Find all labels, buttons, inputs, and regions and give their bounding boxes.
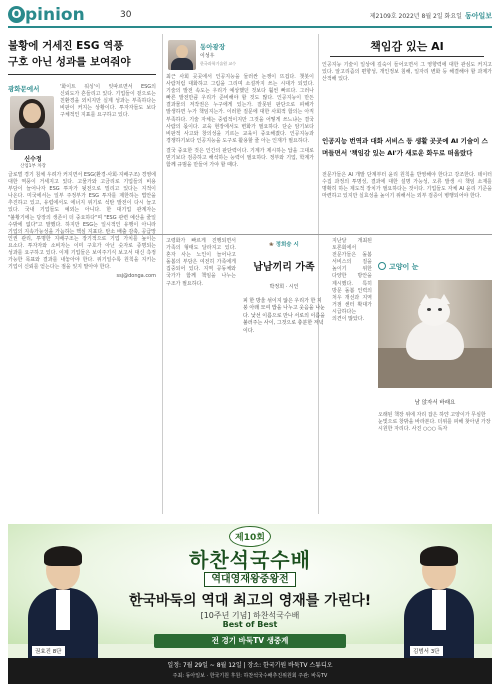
column-text-2: 결국 중요한 것은 인간의 판단력이다. 기계가 제시하는 답을 그대로 믿기보다 검증하고 해석하는 능력이 필요하다. 정부와 기업, 학계가 함께 규범을 만들어 가야 할 때다. [166, 147, 314, 169]
section-name: pinion [25, 5, 85, 25]
ad-sponsors: 주최: 동아일보 · 한국기원 후원: 하찬석국수배추진위원회 주관: 바둑TV [172, 673, 328, 679]
columnist-photo [168, 40, 196, 70]
editorial-intro: '화이트 워싱'이 잇따르면서 ESG의 신뢰도가 흔들리고 있다. 기업들이 겉으로는 친환경을 외치지만 실제 성과는 부족하다는 비판이 커지는 상황이다. 투자자들도 보다 구체적인 지표를 요구하고 있다. [60, 84, 156, 119]
editorial-title [8, 38, 156, 70]
logo-circle-icon: O [8, 6, 25, 23]
paper-name: 동아일보 [464, 12, 492, 20]
poem-badge: ❀ 정희승 시 [243, 240, 325, 248]
editorial-body [8, 172, 156, 280]
broadcast-badge[interactable]: 전 경기 바둑TV 생중계 [154, 634, 346, 648]
poem-author: 박정희 · 시인 [269, 284, 299, 290]
lower-column-b [332, 238, 372, 323]
poem-title: 남남끼리 가족 [253, 262, 315, 273]
ad-tagline-2: Best of Best [222, 620, 278, 629]
photo-caption: 남 앉자서 바래요 [414, 400, 456, 406]
poem-lines: 피 한 방울 섞이지 않은 우리가 한 지붕 아래 모여 밥을 나누고 웃음을 나눈다. 낯선 이름으로 만나 서로의 이름을 불러주는 사이, 그것으로 충분한 저녁이다. [243, 298, 325, 334]
column-text: 최근 사회 곳곳에서 인공지능을 둘러싼 논쟁이 뜨겁다. 챗봇이 사람처럼 대화하고 그림을 그리며 소설까지 쓰는 시대가 되었다. 기술의 발전 속도는 우리가 예상했던 것보다 훨씬 빠르다. 그러나 빠른 발전만큼 우리가 준비해야 할 것도 많다. 인공지능이 만든 결과물의 저작권은 누구에게 있는가. 잘못된 판단으로 피해가 발생하면 누가 책임지는가. 이러한 질문에 대한 사회적 합의는 아직 부족하다. 기술 자체는 중립적이지만 그것을 어떻게 쓰느냐는 결국 사람의 몫이다. 교육 현장에서도 변화가 필요하다. 단순 암기보다 비판적 사고와 창의성을 기르는 교육이 중요해졌다. 인공지능과 경쟁하기보다 인공지능을 도구로 활용할 줄 아는 인재가 필요하다. [166, 74, 314, 144]
page-number: 30 [120, 10, 132, 20]
photo-description: 오래된 책장 위에 자리 잡은 하얀 고양이가 무심한 눈빛으로 창밖을 바라본다. 더위를 피해 찾아낸 가장 시원한 자리다. 사진 ○○○ 독자 [378, 412, 491, 432]
article-subhead: 인공지능 번역과 대화 서비스 등 생활 곳곳에 AI 기술이 스며들면서 '책임감 있는 AI'가 새로운 화두로 떠올랐다 [322, 137, 488, 157]
ad-footer [8, 658, 492, 684]
column-divider [162, 34, 163, 514]
ad-headline: 한국바둑의 역대 최고의 영재를 가린다! [128, 593, 372, 609]
player-name-left: 권효진 8단 [32, 646, 65, 656]
lower-column-a [166, 238, 236, 288]
author-email: ssj@donga.com [116, 273, 156, 280]
cat-photo [378, 280, 492, 388]
author-role: 산업1부 차장 [19, 164, 47, 169]
lower-text-a: 고령화가 빠르게 진행되면서 가족의 형태도 달라지고 있다. 혼자 사는 노인이 늘어나고 돌봄의 부담은 여전히 가족에게 집중되어 있다. 지역 공동체와 국가가 함께 책임을 나누는 구조가 필요하다. [166, 238, 236, 287]
lower-text-b: 지난달 개최된 토론회에서 전문가들은 돌봄 서비스의 질을 높이기 위한 다양한 방안을 제시했다. 특히 방문 돌봄 인력의 처우 개선과 지역 거점 센터 확대가 시급하다는 의견이 많았다. [332, 238, 372, 323]
player-name-right: 김범서 3단 [410, 646, 443, 656]
issue-info [370, 11, 492, 21]
section-logo [8, 5, 85, 25]
article-intro [322, 62, 492, 83]
author-name: 신수정 [24, 156, 42, 163]
editorial-title-line1: 불황에 거세진 ESG 역풍 [8, 40, 124, 52]
ad-subtitle-text: 역대영재왕중왕전 [204, 572, 295, 587]
ad-schedule: 일정: 7월 29일 ~ 8월 12일 | 장소: 한국기원 바둑TV 스튜디오 [167, 662, 333, 669]
advertisement-banner[interactable] [8, 524, 492, 684]
ad-edition-text: 제10회 [229, 526, 271, 547]
column-label: 광화문에서 [8, 85, 40, 93]
editorial-title-line2: 구호 아닌 성과를 보여줘야 [8, 56, 131, 68]
photo-section-heading: 고양이 눈 [378, 262, 419, 272]
article-body [322, 172, 492, 200]
columnist-role: 한국과학기술원 교수 [200, 61, 237, 66]
divider [8, 234, 492, 235]
poem-box [243, 240, 325, 335]
article-text-2: 전문가들은 AI 개발 단계부터 윤리 원칙을 반영해야 한다고 강조한다. 데이터 수집 과정의 투명성, 결과에 대한 설명 가능성, 오류 발생 시 책임 소재를 명확히 하는 제도적 장치가 필요하다는 것이다. 기업들도 자체 AI 윤리 기준을 마련하고 있지만 실효성을 높이기 위해서는 외부 검증이 병행되어야 한다. [322, 172, 492, 200]
column-label: 동아광장 [200, 43, 226, 51]
ad-title: 하찬석국수배 [189, 548, 311, 572]
ad-subtitle [8, 570, 492, 585]
divider [330, 56, 484, 57]
masthead [8, 4, 492, 28]
columnist-name: 이성우 [200, 53, 215, 59]
article-text: 인공지능 기술이 일상에 깊숙이 들어오면서 그 영향력에 대한 관심도 커지고 있다. 알고리즘의 편향성, 개인정보 침해, 일자리 변화 등 해결해야 할 과제가 산적해 있다. [322, 62, 492, 83]
ad-tagline: [10주년 기념] 하찬석국수배 [200, 611, 300, 620]
author-photo [10, 96, 54, 150]
article-title: 책임감 있는 AI [370, 40, 444, 53]
column-body [166, 74, 314, 169]
divider [8, 74, 156, 75]
issue-date: 제2109호 2022년 8월 2일 화요일 [369, 13, 462, 20]
editorial-text: 글로벌 경기 침체 우려가 커지면서 ESG(환경·사회·지배구조) 경영에 대한 역풍이 거세지고 있다. 고물가와 고금리로 기업들의 비용 부담이 늘어나자 ESG 투자가 뒷전으로 밀리고 있다는 지적이 나온다. 미국에서는 일부 주정부가 ESG 투자를 제한하는 법안을 추진하고 있고, 유럽에서도 에너지 위기로 석탄 발전이 다시 늘고 있다. 국내 기업들도 예외는 아니다. 한 대기업 관계자는 "불황기에는 당장의 생존이 더 중요하다"며 "ESG 관련 예산을 줄일 수밖에 없다"고 말했다. 하지만 ESG는 일시적인 유행이 아니라 기업의 지속가능성을 가늠하는 핵심 지표다. 탄소 배출 감축, 공급망 인권 관리, 투명한 지배구조는 장기적으로 기업 가치를 높이는 요소다. 투자자와 소비자는 이미 구호가 아닌 숫자로 증명되는 성과를 요구하고 있다. 이제 기업들은 보여주기식 보고서 대신 측정 가능한 목표와 결과를 내놓아야 한다. 위기일수록 원칙을 지키는 기업이 신뢰를 얻는다는 점을 잊지 말아야 한다. [8, 172, 156, 271]
